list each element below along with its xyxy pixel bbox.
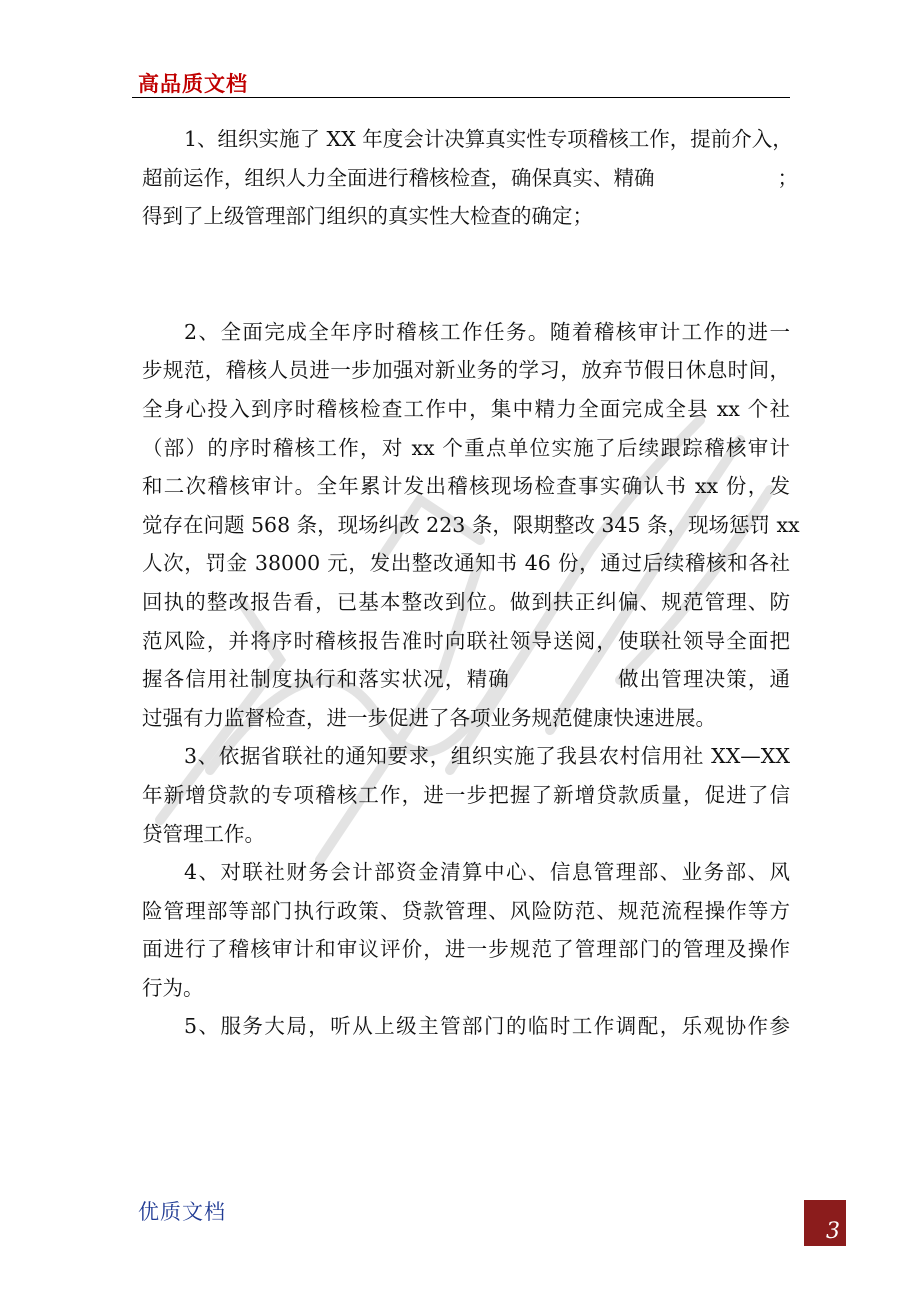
page-number-badge (804, 1200, 846, 1246)
text-line: 超前运作，组织人力全面进行稽核检查，确保真实、精确 ； (142, 165, 798, 190)
text-line: 年新增贷款的专项稽核工作，进一步把握了新增贷款质量，促进了信 (142, 782, 790, 807)
text-line: 面进行了稽核审计和审议评价，进一步规范了管理部门的管理及操作 (142, 937, 790, 962)
text-line: 和二次稽核审计。全年累计发出稽核现场检查事实确认书 xx 份，发 (142, 474, 790, 499)
text-line: 2、全面完成全年序时稽核工作任务。随着稽核审计工作的进一 (184, 319, 790, 344)
text-line: 全身心投入到序时稽核检查工作中，集中精力全面完成全县 xx 个社 (142, 396, 790, 421)
header-divider (132, 97, 790, 98)
text-line: 行为。 (142, 975, 204, 1000)
footer-title: 优质文档 (138, 1200, 226, 1224)
text-line: 觉存在问题 568 条，现场纠改 223 条，限期整改 345 条，现场惩罚 xx (142, 512, 800, 537)
text-line: 得到了上级管理部门组织的真实性大检查的确定； (142, 204, 593, 229)
text-line: 范风险，并将序时稽核报告准时向联社领导送阅，使联社领导全面把 (142, 628, 790, 653)
text-line: 险管理部等部门执行政策、贷款管理、风险防范、规范流程操作等方 (142, 898, 790, 923)
body-text (142, 120, 800, 1046)
text-line: 回执的整改报告看，已基本整改到位。做到扶正纠偏、规范管理、防 (142, 589, 790, 614)
text-line: 步规范，稽核人员进一步加强对新业务的学习，放弃节假日休息时间， (142, 358, 790, 383)
text-line: 4、对联社财务会计部资金清算中心、信息管理部、业务部、风 (184, 860, 790, 885)
text-line: 过强有力监督检查，进一步促进了各项业务规范健康快速进展。 (142, 705, 716, 730)
header-title: 高品质文档 (138, 72, 248, 96)
text-line: 1、组织实施了 XX 年度会计决算真实性专项稽核工作，提前介入， (184, 127, 793, 151)
text-line: 3、依据省联社的通知要求，组织实施了我县农村信用社 XX—XX (184, 744, 790, 769)
page-number: 3 (826, 1219, 840, 1244)
text-line: （部）的序时稽核工作，对 xx 个重点单位实施了后续跟踪稽核审计 (142, 435, 790, 460)
text-line: 人次，罚金 38000 元，发出整改通知书 46 份，通过后续稽核和各社 (142, 551, 790, 576)
text-line: 5、服务大局，听从上级主管部门的临时工作调配，乐观协作参 (184, 1014, 790, 1039)
text-line: 握各信用社制度执行和落实状况，精确 做出管理决策，通 (142, 667, 790, 692)
text-line: 贷管理工作。 (142, 821, 265, 846)
